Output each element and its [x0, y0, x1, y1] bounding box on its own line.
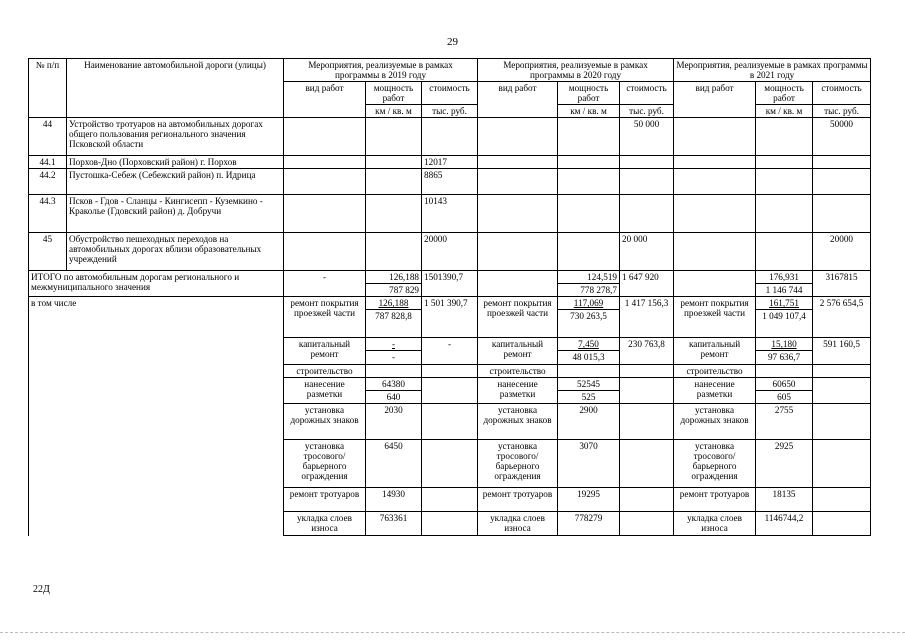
- header-capacity-2019: мощность работ: [366, 82, 422, 105]
- repair-capacity-2019-km: 126,188: [366, 297, 422, 310]
- unit-cost-2019: тыс. руб.: [422, 105, 478, 118]
- header-cost-2020: стоимость: [620, 82, 674, 105]
- row-road-name: Пустошка-Себеж (Себежский район) п. Идрица: [67, 169, 284, 195]
- capital-capacity-2021-sqm: 97 636,7: [756, 351, 813, 365]
- barrier-work-2019: установка тросового/ барьерного ограждения: [284, 440, 366, 488]
- marking-work-2021: нанесение разметки: [674, 378, 756, 404]
- wear-capacity-2020: 778279: [558, 512, 620, 536]
- capital-capacity-2021-km: 15,180: [756, 338, 813, 351]
- total-cost-2019: 1501390,7: [422, 271, 478, 297]
- table-row: [29, 233, 871, 271]
- total-row: [29, 271, 871, 284]
- sidewalk-work-2020: ремонт тротуаров: [478, 488, 558, 512]
- row-cost-2019: 8865: [422, 169, 478, 195]
- total-work-2019: -: [284, 271, 366, 297]
- unit-cost-2020: тыс. руб.: [620, 105, 674, 118]
- page-number: 29: [447, 36, 458, 48]
- sidewalk-capacity-2019: 14930: [366, 488, 422, 512]
- table-row: [29, 195, 871, 233]
- repair-capacity-2021-km: 161,751: [756, 297, 813, 310]
- repair-capacity-2020-sqm: 730 263,5: [558, 310, 620, 338]
- wear-capacity-2021: 1146744,2: [756, 512, 813, 536]
- row-cost-2020: 50 000: [620, 118, 674, 156]
- header-road-name: Наименование автомобильной дороги (улицы): [67, 59, 284, 118]
- capital-capacity-2019-km: -: [366, 338, 422, 351]
- construction-work-2021: строительство: [674, 365, 756, 378]
- total-capacity-2020-km: 124,519: [558, 271, 620, 284]
- sidewalk-work-2019: ремонт тротуаров: [284, 488, 366, 512]
- header-capacity-2020: мощность работ: [558, 82, 620, 105]
- wear-work-2021: укладка слоев износа: [674, 512, 756, 536]
- wear-work-2019: укладка слоев износа: [284, 512, 366, 536]
- capital-capacity-2020-sqm: 48 015,3: [558, 351, 620, 365]
- header-work-2020: вид работ: [478, 82, 558, 118]
- total-cost-2021: 3167815: [813, 271, 871, 297]
- total-capacity-2021-sqm: 1 146 744: [756, 284, 813, 297]
- row-cost-2020: 20 000: [620, 233, 674, 271]
- wear-work-2020: укладка слоев износа: [478, 512, 558, 536]
- marking-capacity-2021-b: 605: [756, 391, 813, 404]
- capital-work-2021: капитальный ремонт: [674, 338, 756, 365]
- row-road-name: Обустройство пешеходных переходов на автомобильных дорогах вблизи образовательных учреждений: [67, 233, 284, 271]
- barrier-work-2021: установка тросового/ барьерного ограждения: [674, 440, 756, 488]
- header-2019: Мероприятия, реализуемые в рамках программы в 2019 году: [284, 59, 478, 82]
- capital-cost-2020: 230 763,8: [620, 338, 674, 365]
- marking-capacity-2021-a: 60650: [756, 378, 813, 391]
- header-row-years: [29, 59, 871, 82]
- capital-capacity-2019-sqm: -: [366, 351, 422, 365]
- signs-capacity-2019: 2030: [366, 404, 422, 440]
- signs-capacity-2021: 2755: [756, 404, 813, 440]
- signs-capacity-2020: 2900: [558, 404, 620, 440]
- row-road-name: Псков - Гдов - Сланцы - Кингисепп - Куземкино - Краколье (Гдовский район) д. Добручи: [67, 195, 284, 233]
- program-table: [28, 58, 871, 536]
- footer-code: 22Д: [33, 584, 50, 595]
- capital-work-2019: капитальный ремонт: [284, 338, 366, 365]
- marking-capacity-2020-a: 52545: [558, 378, 620, 391]
- total-capacity-2019-sqm: 787 829: [366, 284, 422, 297]
- unit-capacity-2021: км / кв. м: [756, 105, 813, 118]
- row-cost-2019: 10143: [422, 195, 478, 233]
- barrier-work-2020: установка тросового/барьерного ограждения: [478, 440, 558, 488]
- repair-row: [29, 297, 871, 310]
- unit-cost-2021: тыс. руб.: [813, 105, 871, 118]
- construction-work-2019: строительство: [284, 365, 366, 378]
- total-capacity-2019-km: 126,188: [366, 271, 422, 284]
- repair-cost-2021: 2 576 654,5: [813, 297, 871, 338]
- row-road-name: Порхов-Дно (Порховский район) г. Порхов: [67, 156, 284, 169]
- construction-work-2020: строительство: [478, 365, 558, 378]
- marking-work-2019: нанесение разметки: [284, 378, 366, 404]
- barrier-capacity-2019: 6450: [366, 440, 422, 488]
- row-no: 44: [29, 118, 67, 156]
- sidewalk-work-2021: ремонт тротуаров: [674, 488, 756, 512]
- row-no: 44.1: [29, 156, 67, 169]
- row-cost-2019: 20000: [422, 233, 478, 271]
- capital-capacity-2020-km: 7,450: [558, 338, 620, 351]
- capital-cost-2021: 591 160,5: [813, 338, 871, 365]
- table-row: [29, 169, 871, 195]
- barrier-capacity-2021: 2925: [756, 440, 813, 488]
- repair-capacity-2020-km: 117,069: [558, 297, 620, 310]
- table-row: [29, 156, 871, 169]
- repair-capacity-2019-sqm: 787 828,8: [366, 310, 422, 338]
- wear-capacity-2019: 763361: [366, 512, 422, 536]
- header-cost-2021: стоимость: [813, 82, 871, 105]
- header-no: № п/п: [29, 59, 67, 118]
- marking-capacity-2020-b: 525: [558, 391, 620, 404]
- signs-work-2019: установка дорожных знаков: [284, 404, 366, 440]
- capital-work-2020: капитальный ремонт: [478, 338, 558, 365]
- scan-edge: [0, 632, 905, 633]
- total-capacity-2021-km: 176,931: [756, 271, 813, 284]
- row-cost-2021: 50000: [813, 118, 871, 156]
- repair-capacity-2021-sqm: 1 049 107,4: [756, 310, 813, 338]
- header-work-2019: вид работ: [284, 82, 366, 118]
- capital-cost-2019: -: [422, 338, 478, 365]
- row-cost-2019: 12017: [422, 156, 478, 169]
- including-label: в том числе: [29, 297, 284, 338]
- table-row: [29, 118, 871, 156]
- capital-row: [29, 338, 871, 351]
- header-2020: Мероприятия, реализуемые в рамках программы в 2020 году: [478, 59, 674, 82]
- header-cost-2019: стоимость: [422, 82, 478, 105]
- row-no: 44.3: [29, 195, 67, 233]
- row-no: 44.2: [29, 169, 67, 195]
- marking-capacity-2019-a: 64380: [366, 378, 422, 391]
- header-capacity-2021: мощность работ: [756, 82, 813, 105]
- row-no: 45: [29, 233, 67, 271]
- marking-capacity-2019-b: 640: [366, 391, 422, 404]
- unit-capacity-2020: км / кв. м: [558, 105, 620, 118]
- row-cost-2021: 20000: [813, 233, 871, 271]
- marking-work-2020: нанесение разметки: [478, 378, 558, 404]
- repair-cost-2020: 1 417 156,3: [620, 297, 674, 338]
- repair-cost-2019: 1 501 390,7: [422, 297, 478, 338]
- total-label: ИТОГО по автомобильным дорогам регионального и межмуниципального значения: [29, 271, 284, 297]
- header-work-2021: вид работ: [674, 82, 756, 118]
- repair-work-2021: ремонт покрытия проезжей части: [674, 297, 756, 338]
- row-road-name: Устройство тротуаров на автомобильных дорогах общего пользования регионального значения Псковской области: [67, 118, 284, 156]
- repair-work-2020: ремонт покрытия проезжей части: [478, 297, 558, 338]
- sidewalk-capacity-2020: 19295: [558, 488, 620, 512]
- header-2021: Мероприятия, реализуемые в рамках программы в 2021 году: [674, 59, 871, 82]
- barrier-capacity-2020: 3070: [558, 440, 620, 488]
- sidewalk-capacity-2021: 18135: [756, 488, 813, 512]
- unit-capacity-2019: км / кв. м: [366, 105, 422, 118]
- total-capacity-2020-sqm: 778 278,7: [558, 284, 620, 297]
- signs-work-2021: установка дорожных знаков: [674, 404, 756, 440]
- total-cost-2020: 1 647 920: [620, 271, 674, 297]
- repair-work-2019: ремонт покрытия проезжей части: [284, 297, 366, 338]
- signs-work-2020: установка дорожных знаков: [478, 404, 558, 440]
